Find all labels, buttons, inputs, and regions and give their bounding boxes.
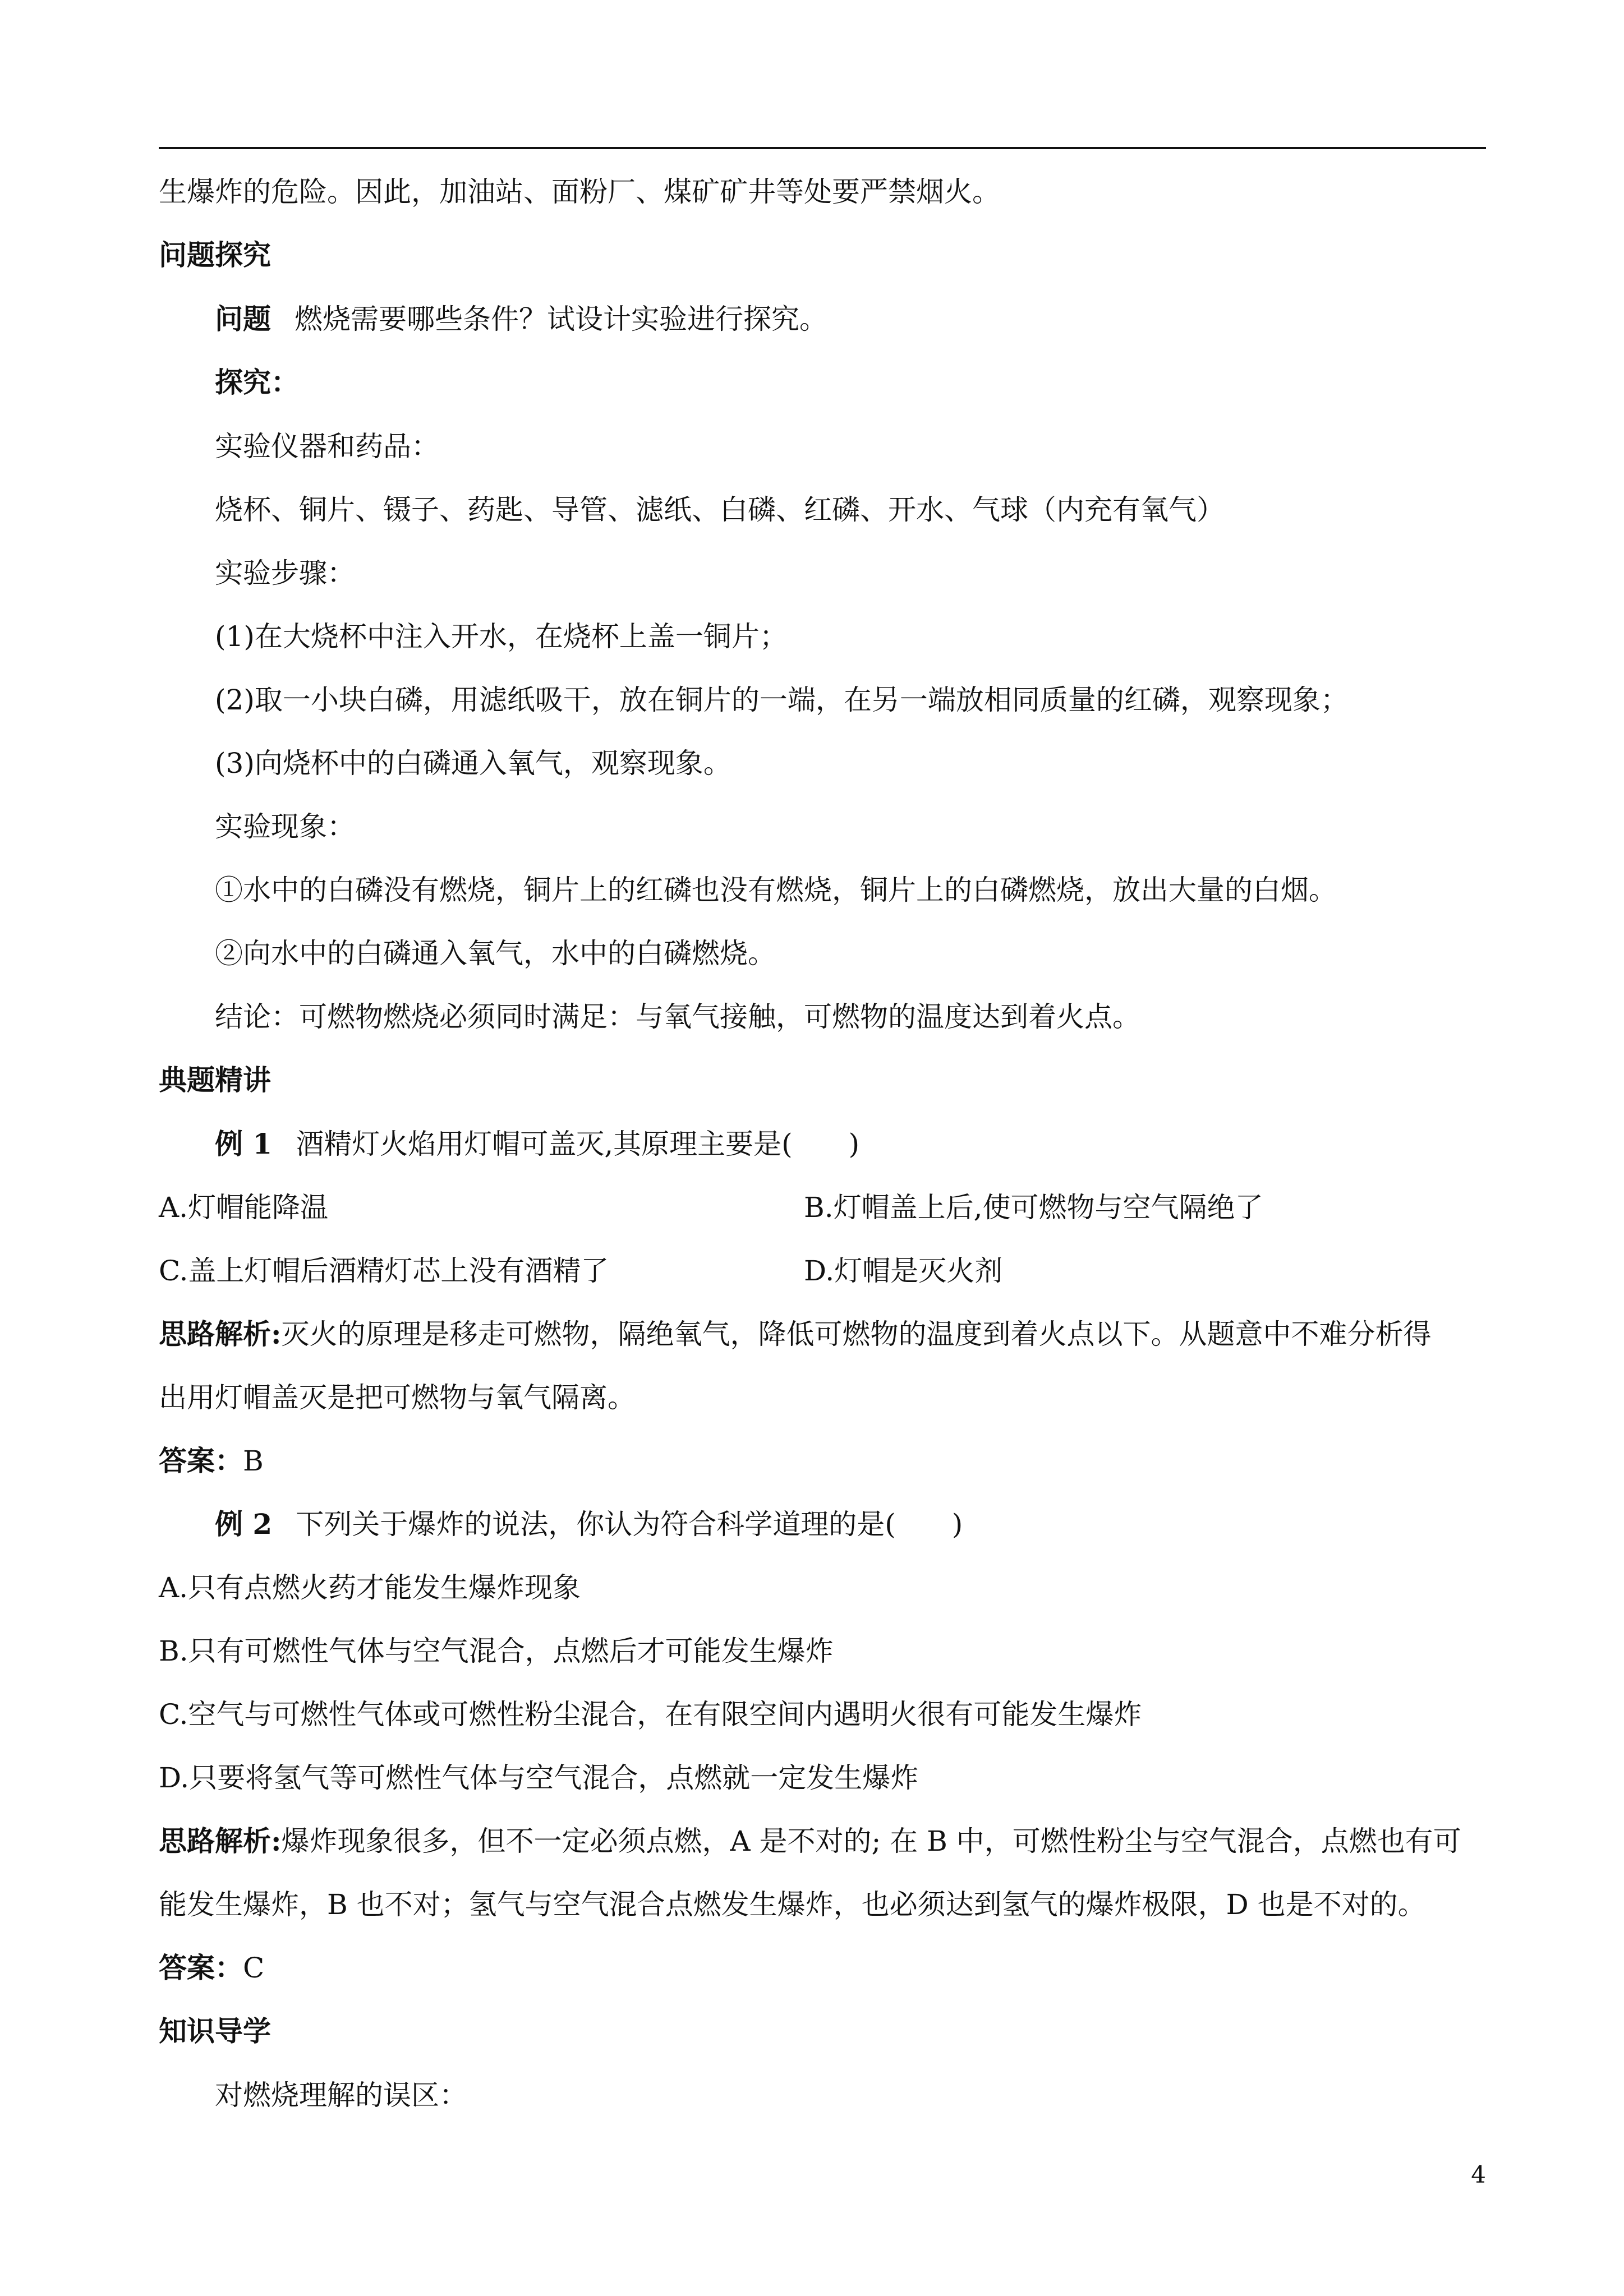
- example-1-analysis-line-1: [159, 1313, 1431, 1356]
- example-2-analysis-line-2: 能发生爆炸，B 也不对；氢气与空气混合点燃发生爆炸，也必须达到氢气的爆炸极限，D 也是不对的。: [159, 1888, 1426, 1921]
- analysis-label: 思路解析:: [159, 1824, 282, 1857]
- section-title-problem: 问题探究: [159, 238, 271, 271]
- example-2-analysis-line-1: [159, 1820, 1461, 1862]
- example-1-text: 酒精灯火焰用灯帽可盖灭,其原理主要是( ): [296, 1128, 860, 1160]
- example-2-question: [215, 1503, 963, 1546]
- answer-label: 答案：: [159, 1951, 243, 1984]
- example-2-option-b: B.只有可燃性气体与空气混合，点燃后才可能发生爆炸: [159, 1635, 834, 1667]
- example-2-label: 例 2: [215, 1507, 273, 1541]
- page-number: 4: [1471, 2161, 1486, 2188]
- example-1-answer: [159, 1440, 264, 1482]
- conclusion: 结论：可燃物燃烧必须同时满足：与氧气接触，可燃物的温度达到着火点。: [215, 1001, 1140, 1033]
- example-2-option-c: C.空气与可燃性气体或可燃性粉尘混合，在有限空间内遇明火很有可能发生爆炸: [159, 1698, 1142, 1731]
- steps-label: 实验步骤：: [215, 557, 355, 589]
- instruments-label: 实验仪器和药品：: [215, 430, 439, 463]
- example-2-analysis-text-1: 爆炸现象很多，但不一定必须点燃，A 是不对的; 在 B 中，可燃性粉尘与空气混合，点燃也有可: [281, 1825, 1461, 1857]
- problem-question: [215, 298, 827, 340]
- example-1-analysis-text-1: 灭火的原理是移走可燃物，隔绝氧气，降低可燃物的温度到着火点以下。从题意中不难分析得: [281, 1318, 1432, 1350]
- step-3: (3)向烧杯中的白磷通入氧气，观察现象。: [215, 747, 732, 780]
- header-rule: [159, 147, 1486, 149]
- example-1-option-a: A.灯帽能降温: [159, 1191, 329, 1224]
- example-2-answer: [159, 1947, 264, 1989]
- section-title-guide: 知识导学: [159, 2014, 271, 2048]
- example-1-question: [215, 1123, 859, 1165]
- example-2-option-a: A.只有点燃火药才能发生爆炸现象: [159, 1571, 581, 1604]
- step-1: (1)在大烧杯中注入开水，在烧杯上盖一铜片；: [215, 620, 788, 653]
- instruments-text: 烧杯、铜片、镊子、药匙、导管、滤纸、白磷、红磷、开水、气球（内充有氧气）: [215, 494, 1225, 526]
- phenomenon-2: ②向水中的白磷通入氧气，水中的白磷燃烧。: [215, 937, 776, 970]
- example-2-answer-value: C: [243, 1952, 265, 1984]
- guide-text: 对燃烧理解的误区：: [215, 2079, 467, 2111]
- phenomenon-1: ①水中的白磷没有燃烧，铜片上的红磷也没有燃烧，铜片上的白磷燃烧，放出大量的白烟。: [215, 874, 1337, 906]
- example-1-option-c: C.盖上灯帽后酒精灯芯上没有酒精了: [159, 1255, 609, 1287]
- problem-label: 问题: [215, 302, 271, 335]
- step-2: (2)取一小块白磷，用滤纸吸干，放在铜片的一端，在另一端放相同质量的红磷，观察现象；: [215, 684, 1349, 716]
- explore-label: 探究：: [215, 366, 299, 399]
- example-1-analysis-line-2: 出用灯帽盖灭是把可燃物与氧气隔离。: [159, 1381, 636, 1414]
- example-2-option-d: D.只要将氢气等可燃性气体与空气混合，点燃就一定发生爆炸: [159, 1762, 919, 1794]
- section-title-examples: 典题精讲: [159, 1063, 271, 1096]
- example-1-label: 例 1: [215, 1127, 273, 1160]
- example-2-text: 下列关于爆炸的说法，你认为符合科学道理的是( ): [296, 1508, 963, 1541]
- answer-label: 答案：: [159, 1444, 243, 1477]
- paragraph-continuation: 生爆炸的危险。因此，加油站、面粉厂、煤矿矿井等处要严禁烟火。: [159, 176, 1000, 208]
- example-1-option-d: D.灯帽是灭火剂: [804, 1255, 1003, 1287]
- phenomena-label: 实验现象：: [215, 810, 355, 843]
- analysis-label: 思路解析:: [159, 1317, 282, 1350]
- example-1-option-b: B.灯帽盖上后,使可燃物与空气隔绝了: [804, 1191, 1263, 1224]
- problem-text: 燃烧需要哪些条件？试设计实验进行探究。: [295, 303, 827, 335]
- example-1-answer-value: B: [243, 1445, 264, 1477]
